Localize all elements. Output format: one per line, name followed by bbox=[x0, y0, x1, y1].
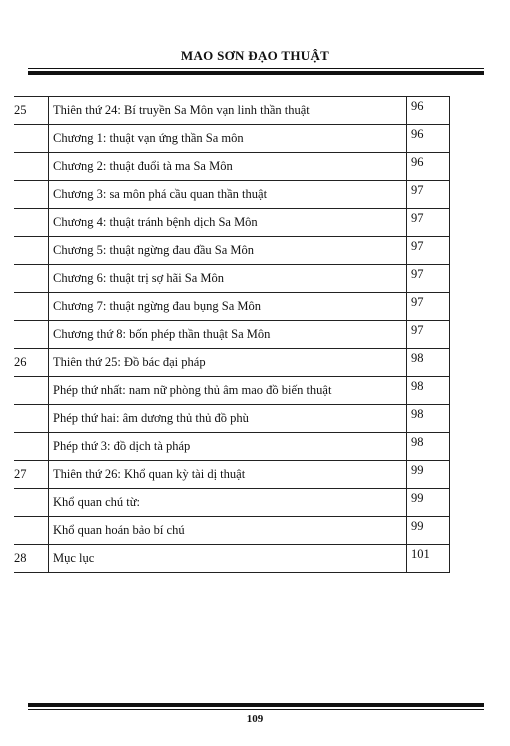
toc-entry-number bbox=[14, 209, 49, 237]
toc-entry-title: Khổ quan chú từ: bbox=[49, 489, 407, 517]
table-row bbox=[14, 321, 450, 349]
table-row bbox=[14, 153, 450, 181]
table-row bbox=[14, 125, 450, 153]
toc-entry-number bbox=[14, 125, 49, 153]
table-row bbox=[14, 517, 450, 545]
toc-entry-number bbox=[14, 153, 49, 181]
toc-entry-number bbox=[14, 237, 49, 265]
toc-entry-title: Chương 6: thuật trị sợ hãi Sa Môn bbox=[49, 265, 407, 293]
table-row bbox=[14, 97, 450, 125]
table-row bbox=[14, 405, 450, 433]
toc-entry-number: 25 bbox=[14, 97, 49, 125]
toc-entry-number bbox=[14, 377, 49, 405]
toc-entry-title: Chương 5: thuật ngừng đau đầu Sa Môn bbox=[49, 237, 407, 265]
toc-entry-title: Thiên thứ 26: Khổ quan kỳ tài dị thuật bbox=[49, 461, 407, 489]
table-row bbox=[14, 209, 450, 237]
toc-entry-number bbox=[14, 321, 49, 349]
toc-entry-number bbox=[14, 489, 49, 517]
toc-entry-page: 98 bbox=[407, 377, 450, 405]
table-row bbox=[14, 181, 450, 209]
toc-entry-page: 97 bbox=[407, 321, 450, 349]
toc-entry-number bbox=[14, 405, 49, 433]
table-of-contents bbox=[14, 96, 450, 573]
toc-entry-page: 97 bbox=[407, 293, 450, 321]
toc-entry-number bbox=[14, 265, 49, 293]
toc-entry-title: Chương 3: sa môn phá cầu quan thần thuật bbox=[49, 181, 407, 209]
toc-entry-title: Chương 2: thuật đuổi tà ma Sa Môn bbox=[49, 153, 407, 181]
toc-entry-page: 97 bbox=[407, 181, 450, 209]
table-row bbox=[14, 545, 450, 573]
toc-entry-title: Chương 1: thuật vạn ứng thần Sa môn bbox=[49, 125, 407, 153]
toc-entry-page: 96 bbox=[407, 125, 450, 153]
footer-rule-thick bbox=[28, 703, 484, 707]
toc-entry-number: 26 bbox=[14, 349, 49, 377]
toc-entry-number bbox=[14, 293, 49, 321]
header-rule-thin bbox=[28, 68, 484, 69]
toc-entry-page: 97 bbox=[407, 265, 450, 293]
table-row bbox=[14, 349, 450, 377]
toc-entry-number bbox=[14, 181, 49, 209]
table-row bbox=[14, 433, 450, 461]
table-row bbox=[14, 293, 450, 321]
header-rule-thick bbox=[28, 71, 484, 75]
toc-entry-title: Phép thứ nhất: nam nữ phòng thủ âm mao đồ biến thuật bbox=[49, 377, 407, 405]
toc-entry-title: Phép thứ 3: đồ dịch tà pháp bbox=[49, 433, 407, 461]
toc-entry-page: 96 bbox=[407, 97, 450, 125]
table-row bbox=[14, 377, 450, 405]
toc-entry-page: 99 bbox=[407, 461, 450, 489]
footer-rule-thin bbox=[28, 709, 484, 710]
toc-entry-title: Khổ quan hoán bảo bí chú bbox=[49, 517, 407, 545]
toc-entry-title: Mục lục bbox=[49, 545, 407, 573]
toc-entry-title: Chương 7: thuật ngừng đau bụng Sa Môn bbox=[49, 293, 407, 321]
table-row bbox=[14, 489, 450, 517]
toc-entry-title: Phép thứ hai: âm dương thủ thủ đồ phù bbox=[49, 405, 407, 433]
toc-entry-title: Chương 4: thuật tránh bệnh dịch Sa Môn bbox=[49, 209, 407, 237]
toc-entry-number bbox=[14, 517, 49, 545]
toc-entry-title: Chương thứ 8: bốn phép thần thuật Sa Môn bbox=[49, 321, 407, 349]
toc-entry-number: 27 bbox=[14, 461, 49, 489]
toc-entry-page: 97 bbox=[407, 209, 450, 237]
header-title: MAO SƠN ĐẠO THUẬT bbox=[180, 48, 330, 63]
toc-entry-number: 28 bbox=[14, 545, 49, 573]
toc-entry-page: 98 bbox=[407, 349, 450, 377]
toc-entry-page: 98 bbox=[407, 433, 450, 461]
toc-entry-page: 99 bbox=[407, 489, 450, 517]
toc-entry-number bbox=[14, 433, 49, 461]
toc-entry-page: 99 bbox=[407, 517, 450, 545]
toc-entry-page: 97 bbox=[407, 237, 450, 265]
toc-entry-title: Thiên thứ 24: Bí truyền Sa Môn vạn linh thần thuật bbox=[49, 97, 407, 125]
toc-entry-page: 96 bbox=[407, 153, 450, 181]
toc-entry-title: Thiên thứ 25: Đồ bác đại pháp bbox=[49, 349, 407, 377]
table-row bbox=[14, 265, 450, 293]
page-number: 109 bbox=[246, 713, 264, 725]
table-row bbox=[14, 237, 450, 265]
toc-entry-page: 101 bbox=[407, 545, 450, 573]
table-row bbox=[14, 461, 450, 489]
toc-entry-page: 98 bbox=[407, 405, 450, 433]
